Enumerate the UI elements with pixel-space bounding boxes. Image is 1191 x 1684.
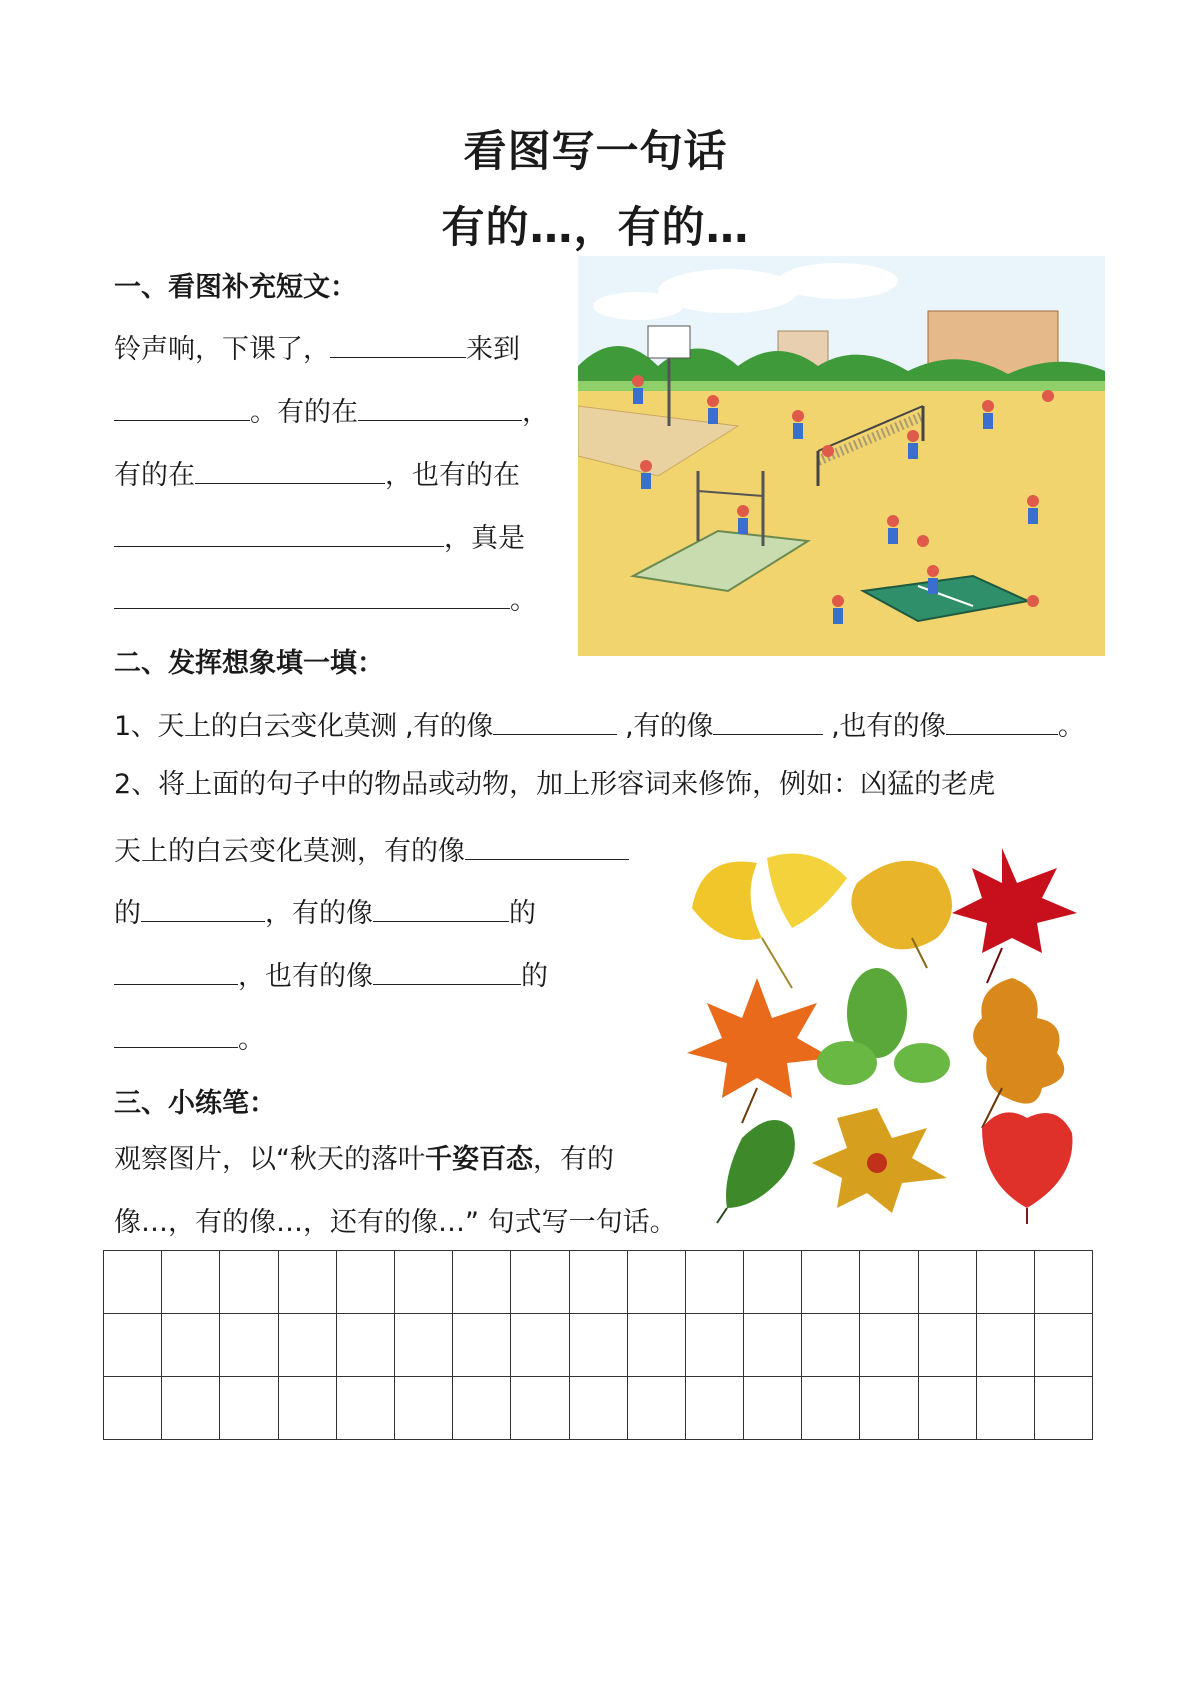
- fill-blank[interactable]: [373, 956, 521, 985]
- grid-cell[interactable]: [104, 1251, 162, 1314]
- grid-cell[interactable]: [394, 1251, 452, 1314]
- fill-blank[interactable]: [114, 580, 510, 609]
- worksheet-subtitle: 有的…，有的…: [441, 203, 750, 253]
- grid-cell[interactable]: [802, 1251, 860, 1314]
- fill-blank[interactable]: [373, 893, 509, 922]
- question-2-line-2: 的 ，有的像 的: [114, 893, 536, 931]
- grid-cell[interactable]: [744, 1251, 802, 1314]
- fill-blank[interactable]: [493, 706, 617, 735]
- grid-cell[interactable]: [918, 1251, 976, 1314]
- grid-cell[interactable]: [453, 1251, 511, 1314]
- grid-cell[interactable]: [511, 1251, 569, 1314]
- grid-cell[interactable]: [162, 1377, 220, 1440]
- fill-blank[interactable]: [114, 1019, 238, 1048]
- fill-blank[interactable]: [465, 831, 629, 860]
- section-1-line-5: 。: [114, 580, 537, 618]
- fill-blank[interactable]: [114, 956, 238, 985]
- grid-cell[interactable]: [744, 1314, 802, 1377]
- grid-cell[interactable]: [802, 1314, 860, 1377]
- question-2-line-3: ，也有的像 的: [114, 956, 548, 994]
- grid-cell[interactable]: [511, 1314, 569, 1377]
- grid-cell[interactable]: [162, 1314, 220, 1377]
- grid-row: [104, 1377, 1093, 1440]
- grid-cell[interactable]: [162, 1251, 220, 1314]
- fill-blank[interactable]: [195, 455, 385, 484]
- grid-cell[interactable]: [336, 1377, 394, 1440]
- emphasis-text: 千姿百态: [425, 1144, 533, 1175]
- grid-cell[interactable]: [220, 1314, 278, 1377]
- section-1-line-1: 铃声响，下课了， 来到: [114, 329, 520, 367]
- grid-cell[interactable]: [1035, 1377, 1093, 1440]
- writing-grid: [103, 1250, 1093, 1440]
- grid-cell[interactable]: [685, 1251, 743, 1314]
- grid-row: [104, 1314, 1093, 1377]
- fill-blank[interactable]: [946, 706, 1058, 735]
- grid-cell[interactable]: [1035, 1251, 1093, 1314]
- writing-prompt-line-2: 像…，有的像…，还有的像…” 句式写一句话。: [114, 1207, 677, 1238]
- grid-cell[interactable]: [860, 1251, 918, 1314]
- grid-cell[interactable]: [220, 1251, 278, 1314]
- grid-cell[interactable]: [685, 1314, 743, 1377]
- grid-cell[interactable]: [627, 1377, 685, 1440]
- grid-cell[interactable]: [627, 1251, 685, 1314]
- grid-cell[interactable]: [744, 1377, 802, 1440]
- fill-blank[interactable]: [141, 893, 265, 922]
- playground-illustration: [578, 256, 1105, 656]
- grid-cell[interactable]: [685, 1377, 743, 1440]
- grid-cell[interactable]: [394, 1377, 452, 1440]
- grid-cell[interactable]: [220, 1377, 278, 1440]
- grid-cell[interactable]: [918, 1377, 976, 1440]
- question-2-line-4: 。: [114, 1019, 265, 1057]
- section-1-line-3: 有的在 ，也有的在: [114, 455, 520, 493]
- section-2-heading: 二、发挥想象填一填：: [114, 648, 384, 679]
- fill-blank[interactable]: [713, 706, 823, 735]
- grid-cell[interactable]: [278, 1377, 336, 1440]
- grid-cell[interactable]: [1035, 1314, 1093, 1377]
- grid-cell[interactable]: [918, 1314, 976, 1377]
- grid-cell[interactable]: [511, 1377, 569, 1440]
- section-1-line-2: 。有的在 ，: [114, 392, 549, 430]
- fill-blank[interactable]: [114, 518, 444, 547]
- question-2-line-1: 天上的白云变化莫测，有的像: [114, 831, 629, 869]
- section-1-heading: 一、看图补充短文：: [114, 272, 357, 303]
- fill-blank[interactable]: [330, 329, 466, 358]
- grid-cell[interactable]: [453, 1377, 511, 1440]
- grid-cell[interactable]: [104, 1314, 162, 1377]
- grid-cell[interactable]: [336, 1314, 394, 1377]
- grid-cell[interactable]: [104, 1377, 162, 1440]
- fill-blank[interactable]: [358, 392, 522, 421]
- grid-cell[interactable]: [976, 1314, 1034, 1377]
- grid-cell[interactable]: [976, 1251, 1034, 1314]
- autumn-leaves-illustration: [682, 838, 1092, 1224]
- grid-cell[interactable]: [278, 1251, 336, 1314]
- grid-cell[interactable]: [453, 1314, 511, 1377]
- grid-cell[interactable]: [860, 1377, 918, 1440]
- section-1-line-4: ，真是: [114, 518, 525, 556]
- worksheet-title: 看图写一句话: [463, 127, 728, 177]
- grid-row: [104, 1251, 1093, 1314]
- grid-cell[interactable]: [336, 1251, 394, 1314]
- grid-cell[interactable]: [278, 1314, 336, 1377]
- grid-cell[interactable]: [627, 1314, 685, 1377]
- grid-cell[interactable]: [569, 1314, 627, 1377]
- fill-blank[interactable]: [114, 392, 250, 421]
- grid-cell[interactable]: [569, 1377, 627, 1440]
- grid-cell[interactable]: [860, 1314, 918, 1377]
- grid-cell[interactable]: [394, 1314, 452, 1377]
- section-3-heading: 三、小练笔：: [114, 1088, 276, 1119]
- question-1: 1、天上的白云变化莫测 ,有的像 ,有的像 ,也有的像 。: [114, 706, 1085, 744]
- grid-cell[interactable]: [569, 1251, 627, 1314]
- writing-prompt-line-1: 观察图片，以“秋天的落叶千姿百态，有的: [114, 1144, 614, 1175]
- grid-cell[interactable]: [802, 1377, 860, 1440]
- question-2: 2、将上面的句子中的物品或动物，加上形容词来修饰，例如：凶猛的老虎: [114, 769, 996, 800]
- grid-cell[interactable]: [976, 1377, 1034, 1440]
